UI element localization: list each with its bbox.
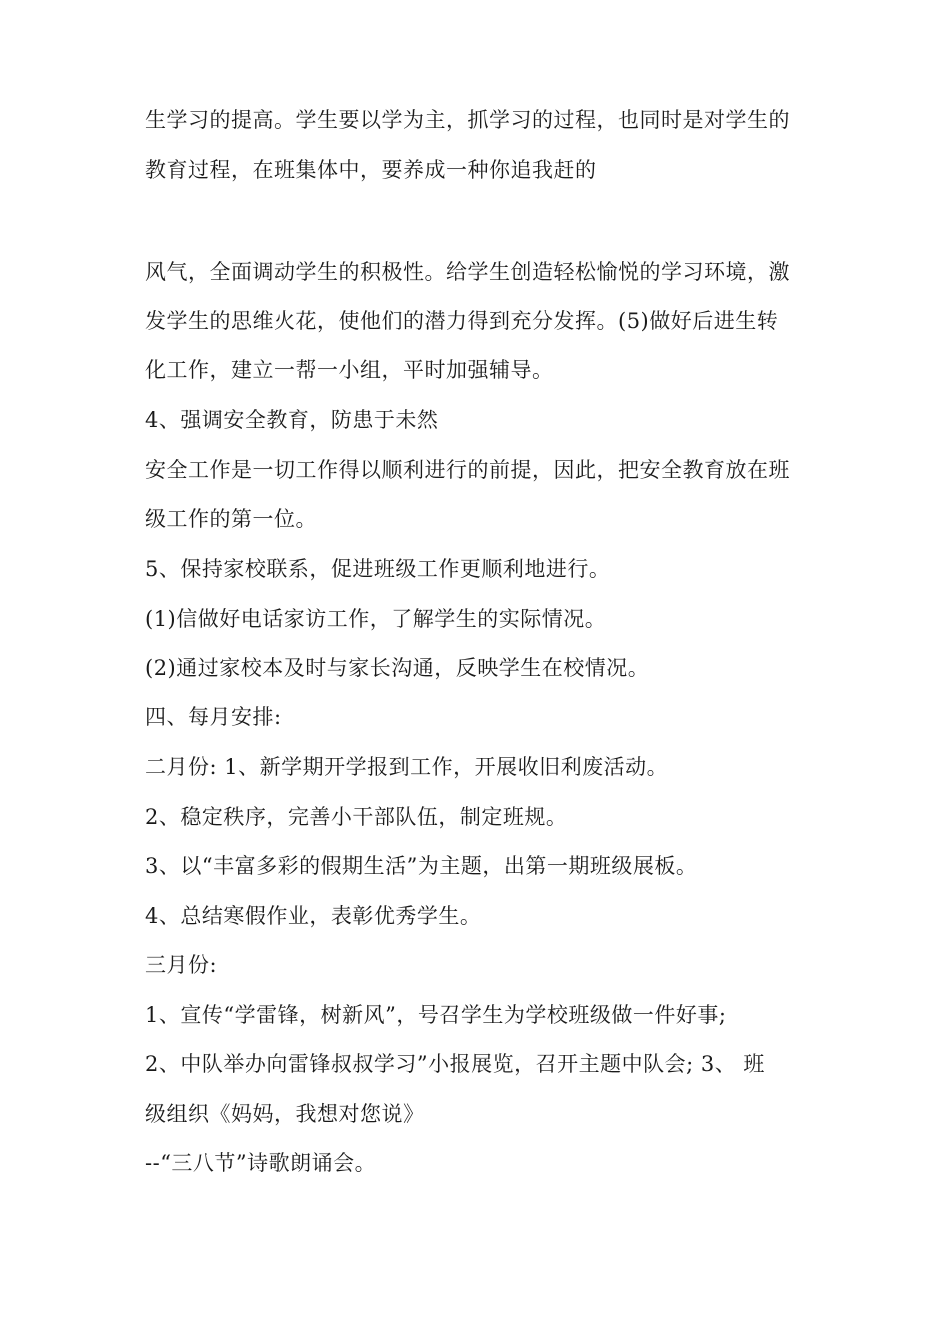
paragraph-line: 生学习的提高。学生要以学为主，抓学习的过程，也同时是对学生的 (145, 108, 790, 132)
month-heading: 三月份: (145, 953, 218, 977)
paragraph-line: 化工作，建立一帮一小组，平时加强辅导。 (145, 358, 554, 382)
paragraph-line: 级工作的第一位。 (145, 507, 317, 531)
list-item: (1)信做好电话家访工作，了解学生的实际情况。 (145, 607, 607, 631)
list-item: --“三八节”诗歌朗诵会。 (145, 1151, 377, 1175)
section-heading: 4、强调安全教育，防患于未然 (145, 408, 439, 432)
list-item: 1、宣传“学雷锋，树新风”，号召学生为学校班级做一件好事; (145, 1003, 727, 1027)
section-heading: 四、每月安排: (145, 705, 282, 729)
list-item: (2)通过家校本及时与家长沟通，反映学生在校情况。 (145, 656, 650, 680)
list-item: 二月份: 1、新学期开学报到工作，开展收旧利废活动。 (145, 755, 669, 779)
paragraph-line: 发学生的思维火花，使他们的潜力得到充分发挥。(5)做好后进生转 (145, 309, 779, 333)
paragraph-line: 风气，全面调动学生的积极性。给学生创造轻松愉悦的学习环境，激 (145, 260, 790, 284)
list-item: 2、稳定秩序，完善小干部队伍，制定班规。 (145, 805, 568, 829)
list-item: 2、中队举办向雷锋叔叔学习”小报展览，召开主题中队会; 3、 班 (145, 1052, 765, 1076)
section-heading: 5、保持家校联系，促进班级工作更顺利地进行。 (145, 557, 611, 581)
paragraph-line: 教育过程，在班集体中，要养成一种你追我赶的 (145, 158, 597, 182)
list-item: 4、总结寒假作业，表彰优秀学生。 (145, 904, 482, 928)
paragraph-line: 安全工作是一切工作得以顺利进行的前提，因此，把安全教育放在班 (145, 458, 790, 482)
list-item: 3、以“丰富多彩的假期生活”为主题，出第一期班级展板。 (145, 854, 698, 878)
list-item: 级组织《妈妈，我想对您说》 (145, 1102, 425, 1126)
